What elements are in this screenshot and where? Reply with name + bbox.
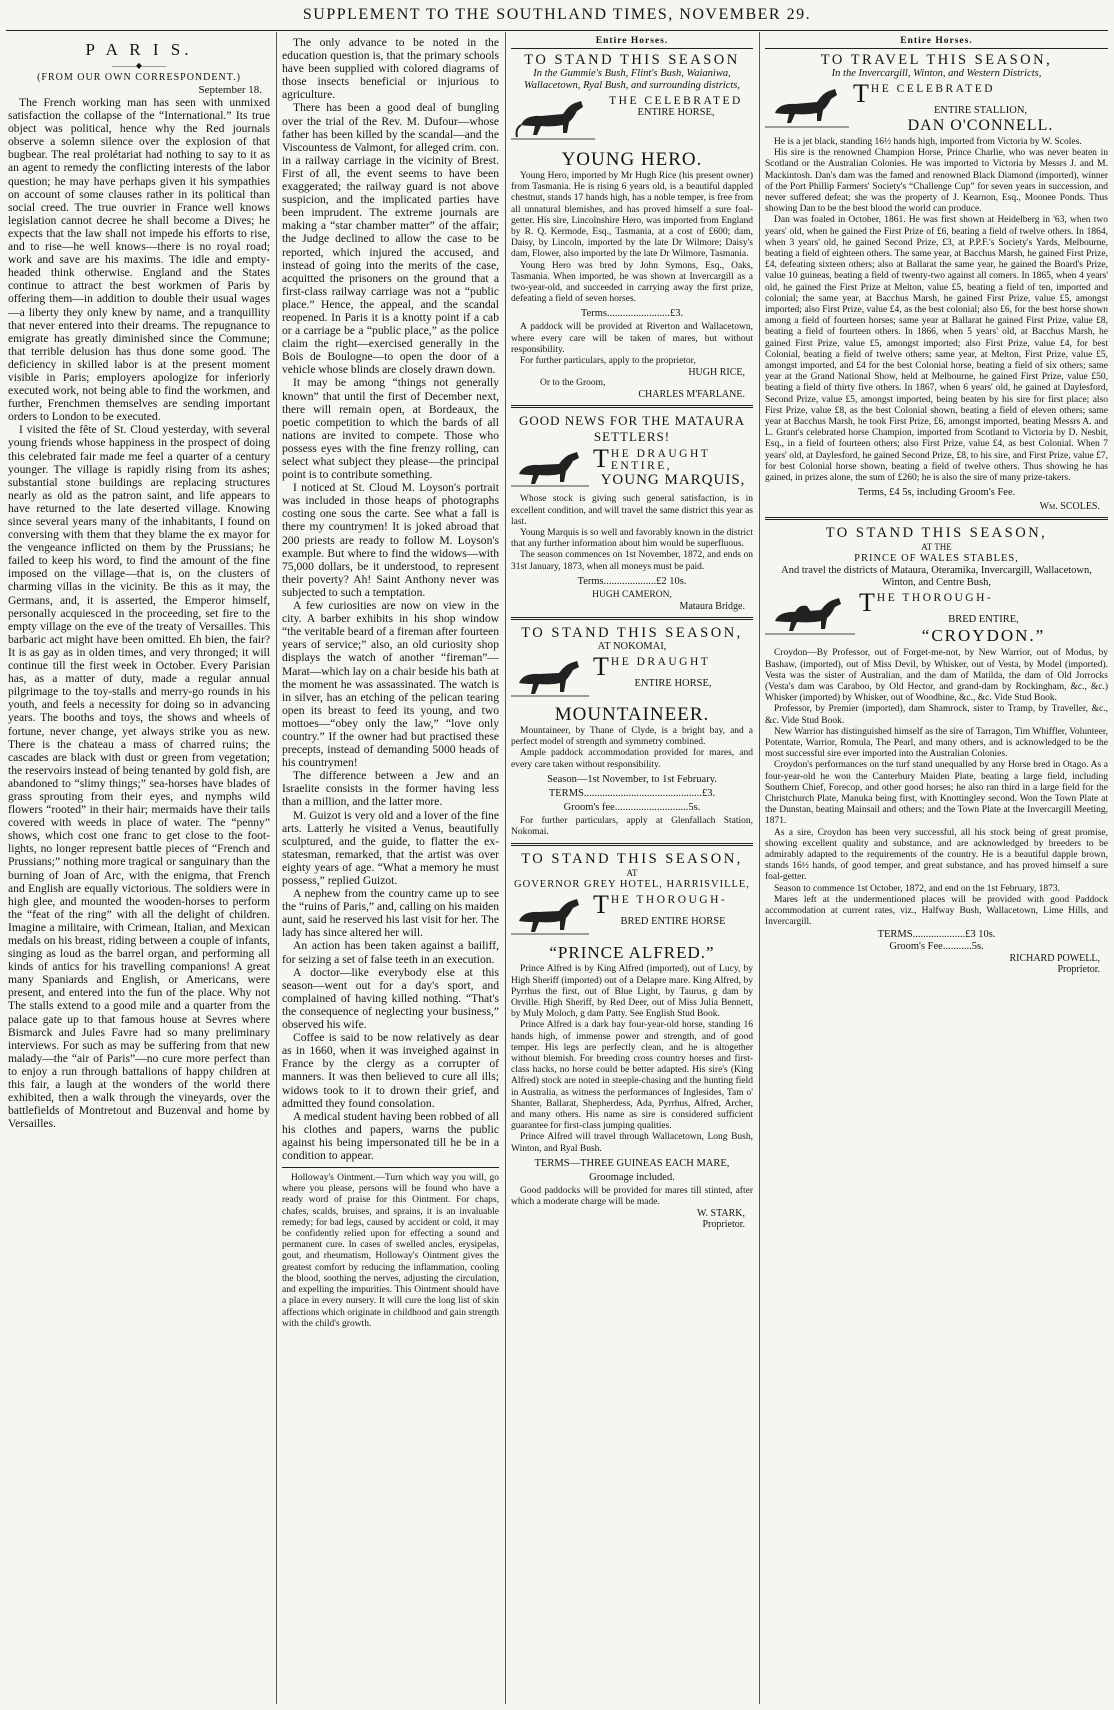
ad-entire-line: ENTIRE STALLION, [933,105,1028,116]
ad-signature: HUGH CAMERON, [592,589,672,600]
ad-signature: CHARLES M'FARLANE. [638,389,745,401]
ad-mountaineer: TO STAND THIS SEASON, AT NOKOMAI, T HE DRAUGHT ENTIRE HORSE, MOUNTAINEER. Mountaineer, by Thane of Clyde, is a bright bay, and a perfect model of strength and symmetry combined. Ample paddock accommodation provided for mares, and every care taken without responsibility. Season—1st November, to 1st February. TERMS.............................................£3. Groom's fee............................5s. For further particulars, apply at Glenfallach Station, Nokomai. [511,625,753,838]
ad-body: As a sire, Croydon has been very successful, all his stock being of great promise, showing excellent quality and substance, and are acknowledged by breeders to be admirably adapted to the requirements of the country. He is a beautiful dapple brown, stands 16½ hands, of good temper, and great substance, and has proved himself a sure foal-getter. [765,827,1108,883]
ad-body: Prince Alfred will travel through Wallacetown, Long Bush, Winton, and Ryal Bush. [511,1132,753,1154]
ad-body: The season commences on 1st November, 1872, and ends on 31st January, 1873, when all moneys must be paid. [511,550,753,572]
column-news [282,36,499,1702]
ad-draught-line: HE DRAUGHT [610,656,711,669]
advertisement-holloway: Holloway's Ointment.—Turn which way you will, go where you please, persons will be found who have a ready word of praise for this Ointment. For chaps, chafes, scalds, bruises, and sprains, it is an invaluable remedy; for bad legs, caused by accident or cold, it may be confidently relied upon for effecting a sound and permanent cure. In cases of swelled ancles, erysipelas, gout, and rheumatism, Holloway's Ointment gives the greatest comfort by reducing the inflammation, cooling the blood, soothing the nerves, adjusting the circulation, and expelling the impurities. This Ointment should have a place in every nursery. It will cure the long list of skin affections which originate in childhood and gain strength with the child's growth. [282,1173,499,1329]
column-paris [8,36,270,1702]
ad-body: For further particulars, apply to the proprietor, [520,356,696,367]
ad-place: GOVERNOR GREY HOTEL, HARRISVILLE, [514,879,750,891]
paragraph: The difference between a Jew and an Israelite consists in the former having less than a million, and the latter more. [282,769,499,809]
ad-groomage: Groomage included. [589,1171,675,1183]
ad-body: Professor, by Premier (imported), dam Shamrock, sister to Tramp, by Traveller, &c., &c. Vide Stud Book. [765,704,1108,726]
ad-body: Dan was foaled in October, 1861. He was first shown at Heidelberg in '63, when two years' old, when he gained the First Prize of £6, beating a field of twelve others. In 1864, when 3 years' old, he gained Second Prize, £3, at P.P.F.'s Society's Yards, Melbourne, beating a field of eighteen others. The same year, at Bacchus Marsh, he gained First Prize, £4, defeating sixteen others; also at Ballarat the same year, he gained the Board's Prize, value 10 guineas, beating a field of twenty-two against all comers. In 1865, when 4 years' old, he gained the First Prize at Melton, value £5, beating a field of ten, imported and colonial; the same year, at Bacchus Marsh, he gained First Prize, value £5, amongst imported; also First Prize, value £4, as the best colonial; also £6, for the best horse shown among a field of fourteen horses; same year at Ballarat he gained First Prize, value £8, beating a field of fourteen others. In 1866, when 5 years' old, at Bacchus Marsh, he gained First Prize, value £5, amongst imported; also First Prize, value £4, for best Colonial, beating a field of twelve others; same year, at Melton, First Prize, value £5, amongst imported, and £4 for the best Colonial horse, beating a field of six others; same year at the Grand National Show, held at Melbourne, he gained First Prize, value £50, beating a field of thirty five others. In 1867, when 6 years' old, he gained at Daylesford, Second Prize, value £5, amongst imported, being beaten by his sire for first place; also First Prize, value £8, as the best Colonial shown, beating a field of eleven others; same year at Bacchus Marsh, he took First Prize, £6, amongst imported, beating Messrs A. and L. Grant's celebrated horse Champion, imported from Scotland to Victoria by D. Nesbit, Esq., in a field of fourteen others; also First Prize, value £4, as best Colonial. When 7 years' old, at Daylesford, he gained Second Prize, £8, to his sire, and First Prize, value £7, for best Colonial horse shown, beating a field of twelve others. Thus showing he has gained, in prizes alone, the sum of £260; he is also the sire of many prize-takers. [765,215,1108,484]
ad-dan-oconnell: TO TRAVEL THIS SEASON, In the Invercargill, Winton, and Western Districts, T HE CELEBRATED ENTIRE STALLION, DAN O'CONNELL. He is a jet black, standing 16½ hands high, imported from Victoria by W. Scoles. His sire is the renowned Champion Horse, Prince Charlie, who was never beaten in Scotland or the Australian Colonies. He was imported to Victoria by Messrs J. and M. Mackintosh. Dan's dam was the famed and renowned Black Diamond (imported), winner of the Port Phillip Farmers' Society's “Challenge Cup” for seven years in succession, and never suffered defeat; she was the property of J. Kearnon, Esq., Moonee Ponds. Thus showing Dan to be the best blood the world can produce. Dan was foaled in October, 1861. He was first shown at Heidelberg in '63, when two years' old, when he gained the First Prize of £6, beating a field of twelve others. In 1864, when 3 years' old, he gained Second Prize, £3, at P.P.F.'s Society's Yards, Melbourne, beating a field of eighteen others. The same year, at Bacchus Marsh, he gained First Prize, £4, defeating sixteen others; also at Ballarat the same year, he gained the Board's Prize, value 10 guineas, beating a field of twenty-two against all comers. In 1865, when 4 years' old, he gained the First Prize at Melton, value £5, beating a field of ten, imported and colonial; the same year, at Bacchus Marsh, he gained First Prize, value £5, amongst imported; also First Prize, value £4, as the best colonial; also £6, for the best horse shown among a field of fourteen horses; same year at Ballarat he gained First Prize, value £8, beating a field of fourteen others. In 1866, when 5 years' old, at Bacchus Marsh, he gained First Prize, value £5, amongst imported; also First Prize, value £4, for best Colonial, beating a field of twelve others; same year, at Melton, First Prize, value £5, amongst imported, and £4 for the best Colonial horse, beating a field of six others; same year at the Grand National Show, held at Melbourne, he gained First Prize, value £50, beating a field of thirty five others. In 1867, when 6 years' old, he gained at Daylesford, Second Prize, value £5, amongst imported, being beaten by his sire for first place; also First Prize, value £8, as the best Colonial shown, beating a field of eleven others; same year at Bacchus Marsh, he took First Prize, £6, amongst imported, beating Messrs A. and L. Grant's celebrated horse Champion, imported from Scotland to Victoria by D. Nesbit, Esq., in a field of fourteen others; also First Prize, value £4, as best Colonial. When 7 years' old, at Daylesford, he gained Second Prize, £8, to his sire, and First Prize, value £7, for best Colonial horse shown, beating a field of twelve others. Thus showing he has gained, in prizes alone, the sum of £260; he is also the sire of many prize-takers. Terms, £4 5s, including Groom's Fee. Wm. SCOLES. [765,52,1108,513]
ad-subheading: In the Gummie's Bush, Flint's Bush, Waianiwa, Wallacetown, Ryal Bush, and surrounding districts, [523,68,741,91]
ad-or-line: Or to the Groom, [540,378,606,389]
paragraph: A few curiosities are now on view in the city. A barber exhibits in his shop window “the veritable beard of a fireman after fourteen years of service;” also, an old curiosity shop displays the watch of another “fireman”—Marat—which lay on a chair beside his bath at the moment he was assassinated. The watch is in silver, has an etching of the pelican tearing open its breast to feed its young, and two mottoes—“obey only the law,” “love only country.” If the owner had but practised these precepts, instead of demanding 5000 heads of his countrymen! [282,599,499,770]
section-header: Entire Horses. [765,36,1108,49]
horse-name: YOUNG MARQUIS, [600,472,746,489]
paragraph: The only advance to be noted in the education question is, that the primary schools have been supplied with colored diagrams of those insects beneficial or injurious to agriculture. [282,36,499,102]
paragraph: I noticed at St. Cloud M. Loyson's portrait was included in those heaps of photographs costing one sous the carte. See what a fall is there my countrymen! It is joked abroad that 200 priests are ready to follow M. Loyson's example. But where to find the widows—with 75,000 dollars, be it understood, to represent their poverty? Ah! Saint Anthony never was subjected to such a temptation. [282,481,499,599]
divider [765,517,1108,520]
ad-entire-line: ENTIRE HORSE, [634,678,712,690]
ad-prince-alfred: TO STAND THIS SEASON, AT GOVERNOR GREY HOTEL, HARRISVILLE, T HE THOROUGH- BRED ENTIRE HORSE “PRINCE ALFRED.” Prince Alfred is by King Alfred (imported), out of Lucy, by High Sheriff (imported) out of a Delapre mare. King Alfred, by Pyrrhus the first, out of Blue Light, by Taurus, g dam by Orville. High Sheriff, by Red Deer, out of Miss Julia Bennett, by Muly Moloch, g dam Patty. See English Stud Book. Prince Alfred is a dark bay four-year-old horse, standing 16 hands high, of immense power and strength, and of good temper. His legs are perfectly clean, and he is altogether without blemish. For breeding cross country horses and first-class hacks, no horse could be better adapted. His sire's (King Alfred) stock are noted in steeple-chasing and the hunting field in Australia, as witness the performances of Inglesides, Tam o' Shanter, Ballarat, Shepherdess, Ada, Pyrrhus, Alfred, Archer, and many others. His name as sire is considered sufficient guarantee for first-class jumping qualities. Prince Alfred will travel through Wallacetown, Long Bush, Winton, and Ryal Bush. TERMS—THREE GUINEAS EACH MARE, Groomage included. Good paddocks will be provided for mares till stinted, after which a moderate charge will be made. W. STARK, Proprietor. [511,851,753,1231]
ad-terms: Terms........................£3. [580,308,684,320]
ad-signature: Wm. SCOLES. [1039,501,1100,513]
ad-body: Mountaineer, by Thane of Clyde, is a bright bay, and a perfect model of strength and symmetry combined. [511,726,753,748]
horse-icon [511,894,589,940]
masthead: SUPPLEMENT TO THE SOUTHLAND TIMES, NOVEMBER 29. [302,6,812,23]
paragraph: There has been a good deal of bungling over the trial of the Rev. M. Dufour—whose father has been killed by the scandal—and the Viscountess de Valmont, for alleged crim. con. in a railway carriage in the vicinity of Brest. First of all, the event seems to have been exaggerated; the railway guard is not above suspicion, and the implicated parties have been imprudent. The extreme journals are making a “star chamber matter” of the affair; the Judge declined to allow the case to be reported, which injured the accused, and instead of going into the merits of the case, acquitted the prisoners on the ground that a first-class railway carriage was not a “public place.” Hence, the appeal, and the scandal reopened. In Paris it is a knotty point if a cab or a carriage be a “public place,” as the police claim the right—exercised generally in the Bois de Boulogne—to open the door of a vehicle whose blinds are closely drawn down. [282,101,499,377]
ad-body: Prince Alfred is a dark bay four-year-old horse, standing 16 hands high, of immense power and strength, and of good temper. His legs are perfectly clean, and he is altogether without blemish. For breeding cross country horses and first-class hacks, no horse could be better adapted. His sire's (King Alfred) stock are noted in steeple-chasing and the hunting field in Australia, as witness the performances of Inglesides, Tam o' Shanter, Ballarat, Shepherdess, Ada, Pyrrhus, Alfred, Archer, and many others. His name as sire is considered sufficient guarantee for first-class jumping qualities. [511,1020,753,1132]
column-divider [505,32,506,1704]
ad-young-hero [511,52,753,400]
paragraph: A nephew from the country came up to see the “ruins of Paris,” and, calling on his maiden aunt, said he reserved his last visit for her. The lady has since altered her will. [282,887,499,940]
ad-thorough-line: HE THOROUGH- [610,894,728,907]
ad-body: Prince Alfred is by King Alfred (imported), out of Lucy, by High Sheriff (imported) out of a Delapre mare. King Alfred, by Pyrrhus the first, out of Blue Light, by Taurus, g dam by Orville. High Sheriff, by Red Deer, out of Miss Julia Bennett, by Muly Moloch, g dam Patty. See English Stud Book. [511,964,753,1020]
ad-place: Mataura Bridge. [679,601,745,613]
ad-signature: W. STARK, [696,1208,745,1220]
horse-name: “PRINCE ALFRED.” [549,943,715,963]
article-dateline: September 18. [198,84,262,96]
paragraph: A medical student having been robbed of all his clothes and papers, warns the public against his being impersonated till he be in a condition to appear. [282,1109,499,1162]
paragraph: A doctor—like everybody else at this season—went out for a day's sport, and complained of having killed nothing. “That's the consequence of neglecting your business,” observed his wife. [282,965,499,1032]
ad-celebrated-line: HE CELEBRATED [870,83,996,95]
horse-icon [511,448,589,492]
ad-signature: HUGH RICE, [688,367,745,379]
ad-body: A paddock will be provided at Riverton and Wallacetown, where every care will be taken of mares, but without responsibility. [511,322,753,355]
ad-croydon: TO STAND THIS SEASON, AT THE PRINCE OF WALES STABLES, And travel the districts of Mataura, Oteramika, Invercargill, Wallacetown, Winton, and Centre Bush, T HE THOROUGH- BRED ENTIRE, “CROYDON.” Croydon—By Professor, out of Forget-me-not, by New Warrior, out of Modus, by Bashaw, (imported), out of Miss Devil, by Whisker, out of Vesta, by Model (imported). Vesta was the sister of Australian, and the dam of Matilda, the dam of Old Jorrocks (Vesta's dam was Caraboo, by Old Hector, and grand-dam by Rockingham, &c., &c.) Whisker (imported) by Whisker, out of Woodbine, &c., &c. Vide Stud Book. Professor, by Premier (imported), dam Shamrock, sister to Tramp, by Traveller, &c., &c. Vide Stud Book. New Warrior has distinguished himself as the sire of Tarragon, Tim Whiffler, Volunteer, Potentate, Warrior, Romula, The Pearl, and many others, and is acknowledged to be the most successful sire ever imported into the Australian Colonies. Croydon's performances on the turf stand unequalled by any Horse bred in Otago. As a four-year-old he won the Canterbury Maiden Plate, beating a large field, including Southern Chief, Forecop, and other good horses; he also ran third in a large field for the Christchurch Plate, Manuka being first, with Knottingley second. Won the Town Plate at the Dunstan, beating Mainsail and others; and the Town Plate at the Invercargill Meeting, 1871. As a sire, Croydon has been very successful, all his stock being of great promise, showing excellent quality and substance, and are acknowledged by breeders to be admirably adapted to the requirements of the country. He is a beautiful dapple brown, stands 16½ hands, of good temper, and great substance, and has proved himself a sure foal-getter. Season to commence 1st October, 1872, and end on the 1st February, 1873. Mares left at the undermentioned places will be provided with good Paddock accommodation at current rates, viz., Halfway Bush, Wallacetown, Lime Hills, and Invercargill. TERMS....................£3 10s. Groom's Fee...........5s. RICHARD POWELL, Proprietor. [765,525,1108,976]
ad-heading: TO STAND THIS SEASON, [521,851,743,868]
ad-body: New Warrior has distinguished himself as the sire of Tarragon, Tim Whiffler, Volunteer, Potentate, Warrior, Romula, The Pearl, and many others, and is acknowledged to be the most successful sire ever imported into the Australian Colonies. [765,726,1108,760]
ad-celebrated-line: THE CELEBRATED [609,95,743,107]
ad-body: Season to commence 1st October, 1872, and end on the 1st February, 1873. [774,883,1061,894]
article-byline: (FROM OUR OWN CORRESPONDENT.) [37,72,241,83]
ad-body: Croydon's performances on the turf stand unequalled by any Horse bred in Otago. As a four-year-old he won the Canterbury Maiden Plate, beating a large field, including Southern Chief, Forecop, and other good horses; he also ran third in a large field for the Christchurch Plate, Manuka being first, with Knottingley second. Won the Town Plate at the Dunstan, beating Mainsail and others; and the Town Plate at the Invercargill Meeting, 1871. [765,760,1108,827]
ad-terms: TERMS.............................................£3. [548,787,716,799]
column-divider [276,32,277,1704]
divider [511,843,753,846]
ad-body: Young Hero, imported by Mr Hugh Rice (his present owner) from Tasmania. He is rising 6 years old, is a beautiful dappled chestnut, stands 17 hands high, has a noble temper, is free from all unnatural blemishes, and has proved himself a sure foal-getter. His sire, Lincolnshire Hero, was imported from England by R. Q. Kermode, Esq., Tasmania, at a cost of £600; dam, Daisy, by Lincoln, imported by the late Dr Wilmore; Daisy's dam, Flower, also imported by the late Dr Wilmore, Tasmania. [511,171,753,260]
ad-entire-line: ENTIRE HORSE, [637,107,715,118]
ad-body: Croydon—By Professor, out of Forget-me-not, by New Warrior, out of Modus, by Bashaw, (imported), out of Miss Devil, by Whisker, out of Vesta, by Model (imported). Vesta was the sister of Australian, and the dam of Matilda, the dam of Old Jorrocks (Vesta's dam was Caraboo, by Old Hector, and grand-dam by Rockingham, &c., &c.) Whisker (imported) by Whisker, out of Woodbine, &c., &c. Vide Stud Book. [765,648,1108,704]
paragraph: I visited the fête of St. Cloud yesterday, with several young friends whose happiness in the prospect of doing this celebrated fair made me feel a quarter of a century younger. The village is rapidly rising from its ashes; substantial stone buildings are replacing structures nearly as old as the patron saint, and life appears to have returned to the late deserted village. Knowing since several years many of the inhabitants, I found on conversing with them that they blame the ex mayor for the vengeance inflicted on them by the Prussians; he failed to keep his word, to find the amount of the fine imposed on the village—that is, on the clusters of charming villas in the vicinity. Be this as it may, the Germans, and, it is asserted, the Emperor himself, personally acquiesced in the proceeding, set fire to the empty village on the eve of the treaty of Versailles. This barbaric act might have been omitted. Eh bien, the fair? It is as gay as in olden times, and very thronged; it will continue till the first week in October. Every Parisian has, as a matter of duty, made a regular annual pilgrimage to the toy-stalls and merry-go rounds in his youth, and feels a necessity for doing so in advancing years. The booths and toys, the shows and wheels of fortune, never change, yet always strike you as new. There is the chateau a mass of charred ruins; the cascades are black with dust or green from vegetation; the reservoirs instead of being tenanted by gold fish, are abandoned to “slimy things;” sea-horses have blades of grass sprouting from their eyes, and nymphs wild flowers “rooted” in their hair; mermaids have their tails covered with weeds in place of water. The “penny” shows, which cost one franc to get close to the foot-lights, no longer represent battle pieces of “French and Prussians;” nothing more tragical or sanguinary than the burning of Joan of Arc, with the enigma, that French and English are equally victorious. The soldiers were in high glee, and mounted the wooden-horses to perform the “feat of the ring” with all the delight of children. Imagine a militaire, with Crimean, Italian, and Mexican medals on his breast, riding between a couple of infants, singing as loud as the barrel organ, and performing all kinds of antics for his travelling companions! A great many Spaniards and English, or Americans, were present, and entered into the fun of the place. Why not The stalls extend to a good mile and a quarter from the palace gate up to that famous house at Sevres where Bismarck and Jules Favre had so many preliminary interviews. For such as may be suffering from that new malady—the “air of Paris”—no cure more perfect than to enjoy a run through battalions of happy children at this fair, a laugh at the wonders of the world there exhibited, then a walk through the vineyards, over the battlefields of Montretout and Buzenval and home by Versailles. [8,423,270,1131]
paragraph: M. Guizot is very old and a lover of the fine arts. Latterly he visited a Venus, beautifully sculptured, and the guide, to flatter the ex-statesman, remarked, that the artist was over eighty years of age. “What a memory he must possess,” replied Guizot. [282,808,499,887]
ad-stables: PRINCE OF WALES STABLES, [854,553,1019,565]
ad-terms: TERMS—THREE GUINEAS EACH MARE, [534,1157,730,1169]
ad-draught-line: HE DRAUGHT ENTIRE, [610,448,711,473]
section-header: Entire Horses. [511,36,753,49]
ad-terms: Terms, £4 5s, including Groom's Fee. [857,487,1016,499]
ad-subheading: In the Invercargill, Winton, and Western Districts, [831,68,1042,79]
column-entire-horses-1 [511,36,753,1702]
ad-subheading: AT NOKOMAI, [597,641,667,653]
ad-role: Proprietor. [702,1219,745,1231]
ad-at: AT [626,868,638,879]
ad-entire-line: BRED ENTIRE, [948,614,1019,626]
paragraph: An action has been taken against a bailiff, for seizing a set of false teeth in an execution. [282,939,499,966]
paragraph: Coffee is said to be now relatively as dear as in 1660, when it was inveighed against in France by the clergy as a corrupter of manners. It was then believed to cure all ills; widows took to it to drown their grief, and admitted they found consolation. [282,1031,499,1110]
ad-young-marquis: GOOD NEWS FOR THE MATAURA SETTLERS! T HE DRAUGHT ENTIRE, YOUNG MARQUIS, Whose stock is giving such general satisfaction, is in excellent condition, and will travel the same district this year as last. Young Marquis is so well and favorably known in the district that any further information about him would be superfluous. The season commences on 1st November, 1872, and ends on 31st January, 1873, when all moneys must be paid. Terms....................£2 10s. HUGH CAMERON, Mataura Bridge. [511,413,753,613]
divider [511,405,753,408]
ad-role: Proprietor. [1057,964,1100,976]
ad-heading: TO STAND THIS SEASON [524,52,740,68]
paragraph: It may be among “things not generally known” that until the first of December next, there will remain open, at Bordeaux, the poetic competition to which the bards of all nations are invited to compete. Those who possess eyes with the fine frenzy rolling, can select what subject they please—the principal point is to contribute something. [282,376,499,482]
horse-name: “CROYDON.” [921,626,1046,646]
ad-body: Young Marquis is so well and favorably known in the district that any further information about him would be superfluous. [511,528,753,550]
ad-body: His sire is the renowned Champion Horse, Prince Charlie, who was never beaten in Scotland or the Australian Colonies. He was imported to Victoria by Messrs J. and M. Mackintosh. Dan's dam was the famed and renowned Black Diamond (imported), winner of the Port Phillip Farmers' Society's “Challenge Cup” for seven years in succession, and never suffered defeat; she was the property of J. Kearnon, Esq., Moonee Ponds. Thus showing Dan to be the best blood the world can produce. [765,148,1108,215]
ad-heading: GOOD NEWS FOR THE MATAURA SETTLERS! [519,413,745,445]
horse-name: YOUNG HERO. [561,149,703,170]
ad-terms: Terms....................£2 10s. [577,575,687,587]
divider [511,617,753,620]
ad-body: He is a jet black, standing 16½ hands high, imported from Victoria by W. Scoles. [774,137,1082,147]
horse-name: MOUNTAINEER. [554,704,710,726]
ad-body: Young Hero was bred by John Symons, Esq., Oaks, Tasmania. When imported, he was shown at Invercargill as a two-year-old, and succeeded in carrying away the first prize, defeating a field of seven horses. [511,260,753,305]
ad-subheading: And travel the districts of Mataura, Oteramika, Invercargill, Wallacetown, Winton, and Centre Bush, [781,565,1092,589]
column-divider [759,32,760,1704]
top-rule [6,30,1108,31]
ad-body: For further particulars, apply at Glenfallach Station, Nokomai. [511,815,753,838]
ad-thorough-line: HE THOROUGH- [876,592,994,605]
ad-body: Mares left at the undermentioned places will be provided with good Paddock accommodation at current rates, viz., Halfway Bush, Wallacetown, Lime Hills, and Invercargill. [765,894,1108,928]
ad-heading: TO STAND THIS SEASON, [521,625,743,642]
ad-entire-line: BRED ENTIRE HORSE [620,916,726,928]
ad-body: Good paddocks will be provided for mares till stinted, after which a moderate charge will be made. [511,1185,753,1207]
article-title: P A R I S. [85,40,193,59]
ad-heading: TO TRAVEL THIS SEASON, [820,52,1053,68]
column-entire-horses-2 [765,36,1108,1702]
ad-heading: TO STAND THIS SEASON, [825,525,1048,542]
ad-at: AT THE [921,542,952,553]
horse-icon [511,95,595,147]
horse-icon [511,656,589,702]
ad-terms: TERMS....................£3 10s. [877,929,996,941]
horse-icon [765,592,855,640]
paragraph: The French working man has seen with unmixed satisfaction the collapse of the “International.” Its true object was political, hence why the Red journals observe a solemn silence over the explosion of that bugbear. The real prolétariat had nothing to say to it as an agent to remedy the conflicting interests of the labor question; he may have perhaps given it his sympathies on account of some clauses rather in its political than social creed. The true ouvrier in France well knows legislation cannot decree he shall become a Dives; he expects that the law shall not impede his efforts to rise, and to rise—he well knows—there is no royal road; work and save are his maxims. The idle and empty-headed think otherwise. England and the States continue to attract the best workmen of Paris by offering them—in addition to double their usual wages—a liberty they only knew by name, and a tranquillity that never entered into their dreams. The repugnance to emigrate has greatly diminished since the Commune; that terrible delusion has thus done some good. The deficiency in skilled labor is at the present moment visible in Paris; employers apologize for inferiorly executed work, not being able to find the workmen, and further, Frenchmen themselves are sending important orders to London to be executed. [8,96,270,424]
horse-icon [765,83,849,133]
horse-name: DAN O'CONNELL. [907,117,1054,134]
ad-body: Ample paddock accommodation provided for mares, and every care taken without responsibility. [511,748,753,770]
ad-body: Whose stock is giving such general satisfaction, is in excellent condition, and will travel the same district this year as last. [511,494,753,527]
ad-season: Season—1st November, to 1st February. [547,773,717,785]
ad-groom-fee: Groom's fee............................5s. [563,801,701,813]
ad-signature: RICHARD POWELL, [1009,953,1100,965]
ad-groom-fee: Groom's Fee...........5s. [889,941,984,953]
ornament-divider: ———◆——— [111,61,167,70]
divider [282,1167,499,1168]
